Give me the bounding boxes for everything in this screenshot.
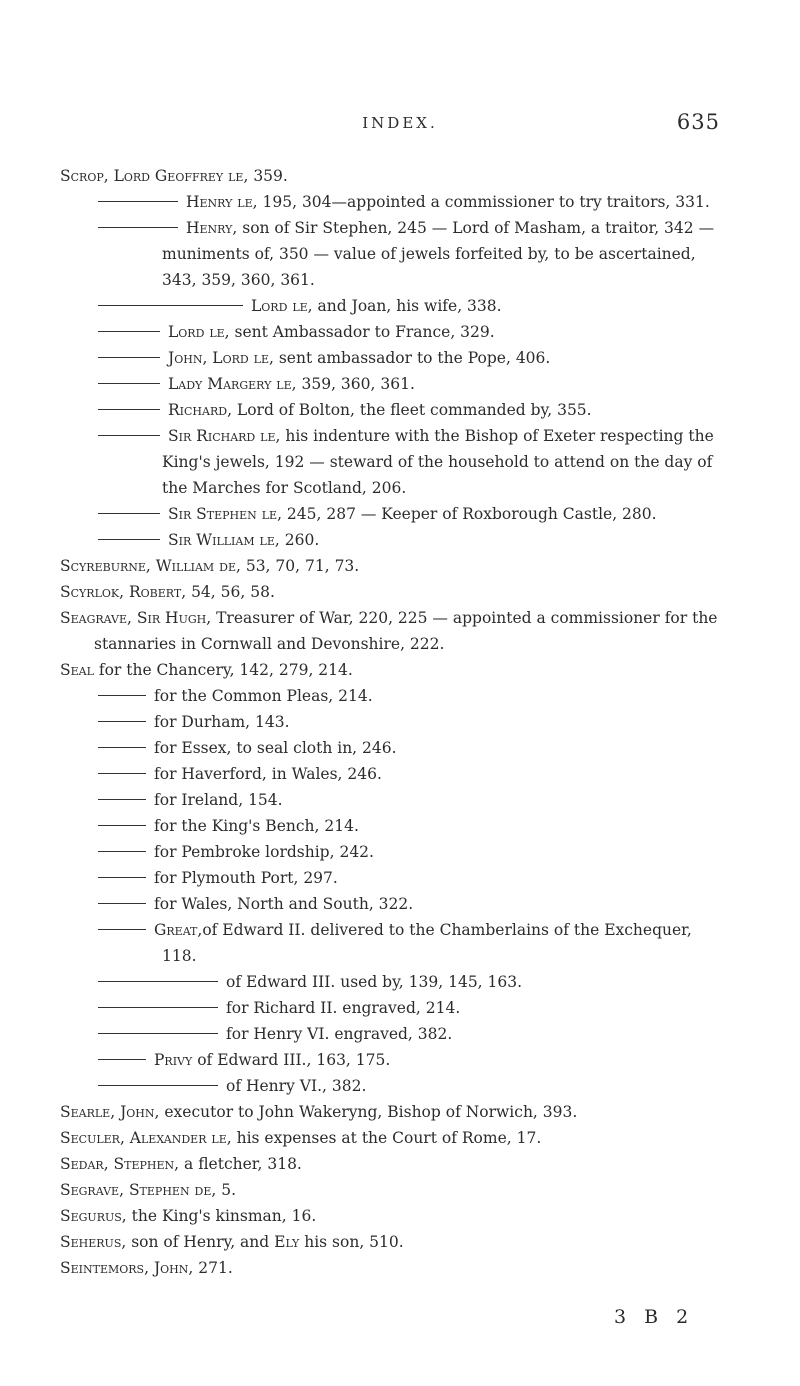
entry-text: son of Sir Stephen, 245 — Lord of Masham, a traitor, 342 — muniments of, 350 — value of jewels forfeited by, to be ascertained, 343, 359, 360, 361. [162, 219, 715, 289]
index-entry [60, 605, 730, 657]
entry-text: 359. [248, 167, 288, 185]
ditto-rule [98, 747, 146, 748]
entry-name: Seherus, [60, 1233, 127, 1251]
index-entry [60, 787, 730, 813]
entry-text: 245, 287 — Keeper of Roxborough Castle, 280. [282, 505, 657, 523]
entry-text: the King's kinsman, 16. [126, 1207, 317, 1225]
ditto-rule [98, 695, 146, 696]
entry-text: of Henry VI., 382. [226, 1077, 367, 1095]
entry-name: Lord le, [251, 297, 313, 315]
index-entry [60, 163, 730, 189]
index-entry [60, 1255, 730, 1281]
ditto-rule [98, 773, 146, 774]
entry-text: for Durham, 143. [154, 713, 290, 731]
ditto-rule [98, 409, 160, 410]
entry-text: 53, 70, 71, 73. [240, 557, 360, 575]
index-entry [60, 839, 730, 865]
ditto-rule [98, 201, 178, 202]
ditto-rule [98, 331, 160, 332]
entry-name: Sir William le, [168, 531, 280, 549]
entry-name: John, Lord le, [168, 349, 274, 367]
index-entry [60, 657, 730, 683]
entry-name: Great, [154, 921, 203, 939]
signature-mark: 3 B 2 [614, 1306, 695, 1328]
entry-text: son of Henry, and [126, 1233, 275, 1251]
entry-text: for Plymouth Port, 297. [154, 869, 338, 887]
entry-name: Scrop, Lord Geoffrey le, [60, 167, 249, 185]
entry-text: for the King's Bench, 214. [154, 817, 359, 835]
entry-name: Segurus, [60, 1207, 127, 1225]
index-entry [60, 891, 730, 917]
index-entry [60, 995, 730, 1021]
ditto-rule [98, 1007, 218, 1008]
index-entry [60, 1177, 730, 1203]
index-entry [60, 1203, 730, 1229]
entry-name: Seculer, Alexander le, [60, 1129, 232, 1147]
entry-name: Sedar, Stephen, [60, 1155, 180, 1173]
index-entry [60, 1151, 730, 1177]
page-header [0, 110, 800, 140]
entry-name: Sir Stephen le, [168, 505, 282, 523]
entry-text: his indenture with the Bishop of Exeter respecting the King's jewels, 192 — steward of the household to attend on the day of the Marches for Scotland, 206. [162, 427, 714, 497]
entry-name: Henry le, [186, 193, 258, 211]
index-entry [60, 293, 730, 319]
index-entry [60, 319, 730, 345]
ditto-rule [98, 825, 146, 826]
ditto-rule [98, 513, 160, 514]
entry-name: Seagrave, Sir Hugh, [60, 609, 212, 627]
ditto-rule [98, 539, 160, 540]
entry-text: for Wales, North and South, 322. [154, 895, 414, 913]
index-entry [60, 1073, 730, 1099]
entry-name: Searle, John, [60, 1103, 160, 1121]
entry-text: for Ireland, 154. [154, 791, 283, 809]
entry-text: for the Common Pleas, 214. [154, 687, 373, 705]
entry-text: for Henry VI. engraved, 382. [226, 1025, 453, 1043]
ditto-rule [98, 799, 146, 800]
index-entry [60, 1229, 730, 1255]
entry-name: Seintemors, John, [60, 1259, 194, 1277]
running-head: INDEX. [362, 114, 438, 132]
ditto-rule [98, 383, 160, 384]
index-entry [60, 371, 730, 397]
entry-name: Lady Margery le, [168, 375, 297, 393]
index-entry [60, 501, 730, 527]
ditto-rule [98, 435, 160, 436]
entry-name: Lord le, [168, 323, 230, 341]
index-entry [60, 579, 730, 605]
ditto-rule [98, 1059, 146, 1060]
index-entry [60, 761, 730, 787]
ditto-rule [98, 305, 243, 306]
entry-name: Henry, [186, 219, 238, 237]
entry-text: Treasurer of War, 220, 225 — appointed a commissioner for the stannaries in Cornwall and Devonshire, 222. [94, 609, 718, 653]
entry-text: sent ambassador to the Pope, 406. [273, 349, 551, 367]
index-entry [60, 1125, 730, 1151]
entry-text: of Edward III. used by, 139, 145, 163. [226, 973, 523, 991]
ditto-rule [98, 227, 178, 228]
entry-name: Scyrlok, Robert, [60, 583, 187, 601]
entry-text: for Pembroke lordship, 242. [154, 843, 374, 861]
index-entry [60, 709, 730, 735]
index-entry [60, 1021, 730, 1047]
index-entry [60, 189, 730, 215]
ditto-rule [98, 1033, 218, 1034]
index-entry [60, 917, 730, 969]
entry-text: 359, 360, 361. [296, 375, 415, 393]
entry-text: for Essex, to seal cloth in, 246. [154, 739, 397, 757]
entry-name: Privy [154, 1051, 193, 1069]
index-entry [60, 865, 730, 891]
entry-text: and Joan, his wife, 338. [312, 297, 502, 315]
entry-text: a fletcher, 318. [179, 1155, 302, 1173]
index-entry [60, 813, 730, 839]
ditto-rule [98, 851, 146, 852]
entry-name: Richard, [168, 401, 232, 419]
entry-name: Segrave, Stephen de, [60, 1181, 217, 1199]
entry-text: 271. [193, 1259, 233, 1277]
entry-text: 260. [279, 531, 320, 549]
entry-text: executor to John Wakeryng, Bishop of Norwich, 393. [159, 1103, 578, 1121]
index-entry [60, 423, 730, 501]
entry-text: his expenses at the Court of Rome, 17. [231, 1129, 542, 1147]
index-entry [60, 1047, 730, 1073]
entry-name: Seal [60, 661, 94, 679]
index-entry [60, 683, 730, 709]
ditto-rule [98, 903, 146, 904]
entry-text: 5. [216, 1181, 236, 1199]
entry-text: of Edward II. delivered to the Chamberlains of the Exchequer, 118. [162, 921, 692, 965]
index-entry [60, 969, 730, 995]
index-entry [60, 215, 730, 293]
page-number: 635 [676, 110, 720, 134]
index-entry [60, 735, 730, 761]
entry-text: sent Ambassador to France, 329. [229, 323, 495, 341]
index-entries [60, 163, 730, 1281]
entry-text: for Richard II. engraved, 214. [226, 999, 461, 1017]
ditto-rule [98, 929, 146, 930]
entry-name: Scyreburne, William de, [60, 557, 241, 575]
entry-text: 54, 56, 58. [186, 583, 275, 601]
entry-name: Sir Richard le, [168, 427, 281, 445]
index-entry [60, 527, 730, 553]
index-entry [60, 553, 730, 579]
entry-text: his son, 510. [299, 1233, 404, 1251]
entry-text: for the Chancery, 142, 279, 214. [93, 661, 353, 679]
ditto-rule [98, 357, 160, 358]
ditto-rule [98, 721, 146, 722]
ditto-rule [98, 981, 218, 982]
entry-text: for Haverford, in Wales, 246. [154, 765, 382, 783]
entry-name: Ely [274, 1233, 300, 1251]
index-entry [60, 345, 730, 371]
ditto-rule [98, 877, 146, 878]
entry-text: 195, 304—appointed a commissioner to try traitors, 331. [257, 193, 710, 211]
index-entry [60, 397, 730, 423]
entry-text: Lord of Bolton, the fleet commanded by, 355. [232, 401, 592, 419]
entry-text: of Edward III., 163, 175. [192, 1051, 391, 1069]
index-entry [60, 1099, 730, 1125]
ditto-rule [98, 1085, 218, 1086]
